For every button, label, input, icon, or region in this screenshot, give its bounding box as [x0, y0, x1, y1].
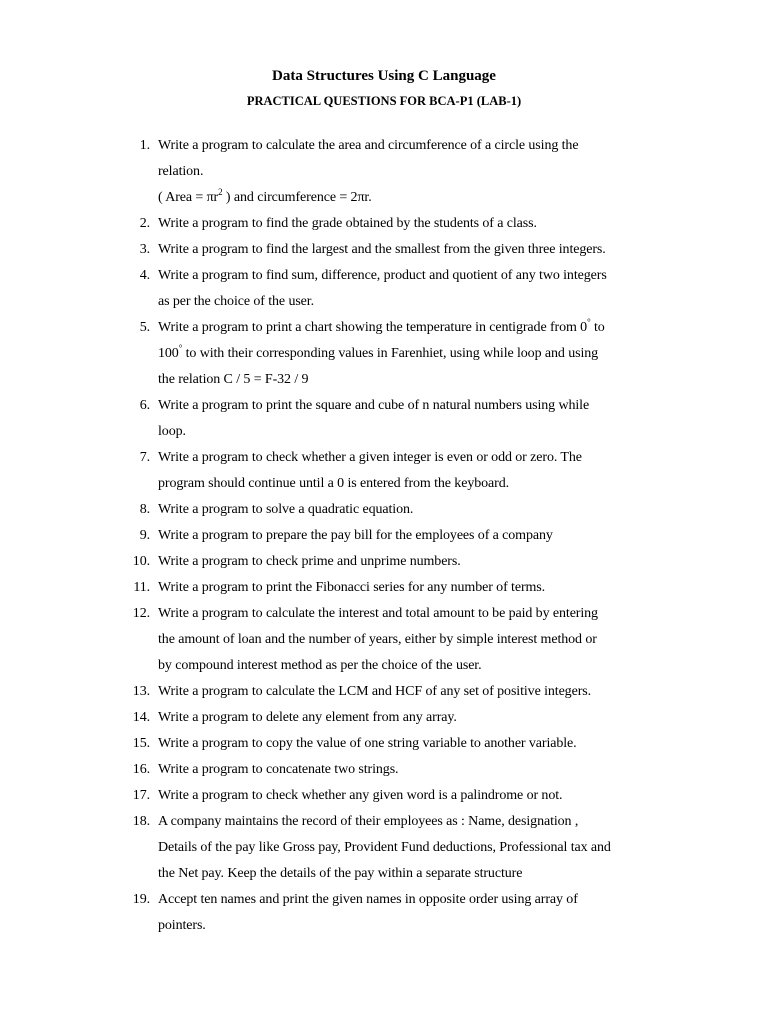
circumference-formula: ) and circumference = 2πr. [222, 190, 372, 205]
document-subtitle: PRACTICAL QUESTIONS FOR BCA-P1 (LAB-1) [246, 94, 522, 108]
question-line: Accept ten names and print the given names in opposite order using array of [158, 892, 578, 907]
question-line [158, 315, 668, 341]
degree-symbol: ° [587, 317, 591, 327]
question-item [0, 601, 768, 679]
question-item [0, 549, 768, 575]
question-line: Write a program to print the Fibonacci series for any number of terms. [158, 580, 546, 595]
question-number: 4. [139, 268, 150, 283]
area-exponent: 2 [218, 187, 223, 197]
question-item [0, 263, 768, 315]
question-item [0, 575, 768, 601]
question-line: Details of the pay like Gross pay, Provident Fund deductions, Professional tax and [158, 840, 611, 855]
question-line: by compound interest method as per the choice of the user. [158, 658, 482, 673]
question-number: 15. [132, 736, 150, 751]
question-number: 13. [132, 684, 150, 699]
question-line: the Net pay. Keep the details of the pay within a separate structure [158, 866, 523, 881]
question-item [0, 705, 768, 731]
question-line: Write a program to concatenate two strings. [158, 762, 399, 777]
question-line: Write a program to check whether a given integer is even or odd or zero. The [158, 450, 582, 465]
question-item [0, 523, 768, 549]
question-line: loop. [158, 424, 186, 439]
question-item [0, 679, 768, 705]
question-number: 18. [132, 814, 150, 829]
question-line: program should continue until a 0 is entered from the keyboard. [158, 476, 509, 491]
question-item [0, 757, 768, 783]
question-number: 8. [139, 502, 150, 517]
question-number: 10. [132, 554, 150, 569]
question-number: 12. [132, 606, 150, 621]
question-line: pointers. [158, 918, 206, 933]
question-text: to with their corresponding values in Farenhiet, using while loop and using [182, 346, 599, 361]
question-line [158, 159, 668, 211]
question-number: 3. [139, 242, 150, 257]
question-line: as per the choice of the user. [158, 294, 314, 309]
question-number: 7. [139, 450, 150, 465]
question-line: Write a program to calculate the LCM and HCF of any set of positive integers. [158, 684, 592, 699]
relation-label: relation. [158, 164, 204, 179]
question-item [0, 211, 768, 237]
question-item [0, 809, 768, 887]
question-number: 2. [139, 216, 150, 231]
question-text: Write a program to print a chart showing the temperature in centigrade from 0 [158, 320, 588, 335]
question-line: Write a program to prepare the pay bill for the employees of a company [158, 528, 553, 543]
question-item [0, 497, 768, 523]
question-item [0, 237, 768, 263]
question-list [0, 133, 768, 939]
question-line: the amount of loan and the number of years, either by simple interest method or [158, 632, 597, 647]
temperature-value: 100 [158, 346, 179, 361]
question-item [0, 731, 768, 757]
question-item [0, 393, 768, 445]
question-line: Write a program to solve a quadratic equation. [158, 502, 414, 517]
question-number: 9. [139, 528, 150, 543]
question-text: to [590, 320, 605, 335]
question-number: 14. [132, 710, 150, 725]
question-number: 16. [132, 762, 150, 777]
question-item [0, 133, 768, 211]
question-number: 1. [139, 138, 150, 153]
question-number: 11. [133, 580, 150, 595]
question-line: Write a program to calculate the area and circumference of a circle using the [158, 138, 579, 153]
question-number: 5. [139, 320, 150, 335]
question-item [0, 445, 768, 497]
question-item [0, 783, 768, 809]
degree-symbol: ° [178, 343, 183, 353]
question-line: Write a program to delete any element from any array. [158, 710, 457, 725]
question-line: the relation C / 5 = F-32 / 9 [158, 372, 309, 387]
question-line: Write a program to calculate the interest and total amount to be paid by entering [158, 606, 598, 621]
question-line: Write a program to find the grade obtained by the students of a class. [158, 216, 537, 231]
question-number: 17. [132, 788, 150, 803]
question-line: Write a program to check prime and unprime numbers. [158, 554, 461, 569]
question-number: 19. [132, 892, 150, 907]
question-line: Write a program to find sum, difference, product and quotient of any two integers [158, 268, 607, 283]
question-line: Write a program to check whether any given word is a palindrome or not. [158, 788, 563, 803]
document-title: Data Structures Using C Language [272, 68, 496, 84]
question-line: Write a program to copy the value of one string variable to another variable. [158, 736, 577, 751]
question-number: 6. [139, 398, 150, 413]
question-line: Write a program to print the square and cube of n natural numbers using while [158, 398, 590, 413]
question-item [0, 887, 768, 939]
question-item [0, 315, 768, 393]
question-line [158, 341, 668, 367]
question-line: A company maintains the record of their employees as : Name, designation , [158, 814, 579, 829]
area-formula: ( Area = πr [158, 190, 219, 205]
question-line: Write a program to find the largest and the smallest from the given three integers. [158, 242, 606, 257]
